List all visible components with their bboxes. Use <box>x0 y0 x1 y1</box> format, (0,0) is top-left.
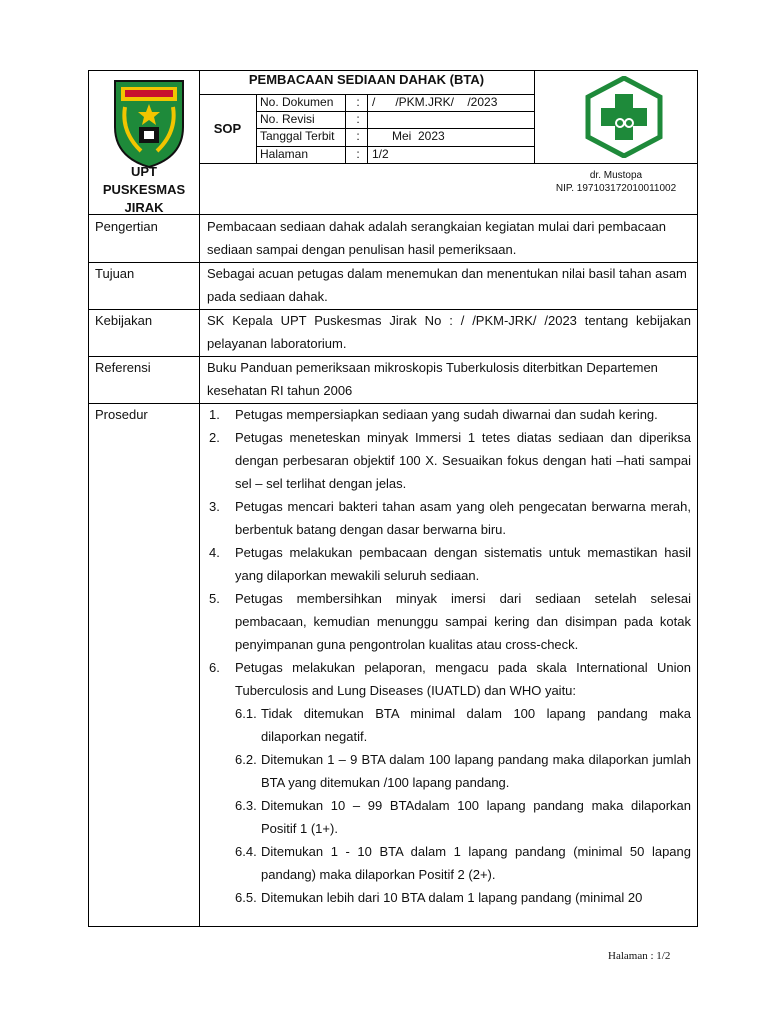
signatory-name: dr. Mustopa <box>589 170 643 181</box>
step-number: 6. <box>209 660 220 675</box>
substep-text: Ditemukan 1 - 10 BTA dalam 1 lapang pandang (minimal 50 lapang pandang) maka dilaporkan Positif 2 (2+). <box>261 844 691 882</box>
substep-text: Ditemukan lebih dari 10 BTA dalam 1 lapang pandang (minimal 20 <box>261 890 643 905</box>
meta-row-page <box>256 146 534 163</box>
meta-row-issue-date <box>256 128 534 145</box>
sop-label: SOP <box>213 121 242 136</box>
header-table <box>88 70 698 215</box>
procedure-substep <box>207 702 691 748</box>
org-line-2: PUSKESMAS <box>102 182 186 197</box>
meta-separator: : <box>356 112 360 126</box>
step-number: 2. <box>209 430 220 445</box>
procedure-substep <box>207 794 691 840</box>
meta-value: Mei 2023 <box>372 129 445 143</box>
substep-number: 6.2. <box>235 752 257 767</box>
section-label: Tujuan <box>95 266 135 281</box>
step-text: Petugas mempersiapkan sediaan yang sudah diwarnai dan sudah kering. <box>235 407 658 422</box>
meta-separator: : <box>356 129 360 143</box>
organization-name <box>89 163 199 217</box>
meta-value: 1/2 <box>372 147 389 161</box>
section-label: Kebijakan <box>95 313 153 328</box>
org-line-1: UPT <box>131 164 157 179</box>
meta-key: Halaman <box>260 147 309 161</box>
section-text: Sebagai acuan petugas dalam menemukan dan menentukan nilai basil tahan asam pada sediaan dahak. <box>207 266 687 304</box>
section-text: Pembacaan sediaan dahak adalah serangkaian kegiatan mulai dari pembacaan sediaan sampai dengan penulisan hasil pemeriksaan. <box>207 219 666 257</box>
signatory-nip: NIP. 197103172010011002 <box>555 183 677 194</box>
procedure-step <box>207 495 691 541</box>
meta-key: No. Dokumen <box>260 95 334 109</box>
meta-value: / /PKM.JRK/ /2023 <box>372 95 498 109</box>
step-number: 1. <box>209 407 220 422</box>
step-text: Petugas melakukan pelaporan, mengacu pada skala International Union Tuberculosis and Lung Diseases (IUATLD) dan WHO yaitu: <box>235 660 691 698</box>
org-line-3: JIRAK <box>124 200 164 215</box>
meta-key: Tanggal Terbit <box>260 129 335 143</box>
meta-row-revision <box>256 111 534 128</box>
divider <box>534 71 535 164</box>
procedure-step <box>207 403 691 426</box>
step-text: Petugas meneteskan minyak Immersi 1 tetes diatas sediaan dan diperiksa dengan perbesaran objektif 100 X. Sesuaikan fokus dengan hati –hati sampai sel – sel terlihat dengan jelas. <box>235 430 691 491</box>
section-prosedur <box>89 403 697 925</box>
substep-text: Ditemukan 10 – 99 BTAdalam 100 lapang pandang maka dilaporkan Positif 1 (1+). <box>261 798 691 836</box>
procedure-step <box>207 426 691 495</box>
procedure-step <box>207 541 691 587</box>
procedure-substep <box>207 886 691 909</box>
substep-number: 6.3. <box>235 798 257 813</box>
step-text: Petugas mencari bakteri tahan asam yang oleh pengecatan berwarna merah, berbentuk batang dengan dasar berwarna biru. <box>235 499 691 537</box>
document-title: PEMBACAAN SEDIAAN DAHAK (BTA) <box>248 72 485 87</box>
step-number: 3. <box>209 499 220 514</box>
procedure-step <box>207 656 691 702</box>
content-table <box>88 215 698 927</box>
section-label: Referensi <box>95 360 151 375</box>
meta-separator: : <box>356 147 360 161</box>
signatory-block <box>534 163 698 195</box>
substep-number: 6.5. <box>235 890 257 905</box>
substep-text: Ditemukan 1 – 9 BTA dalam 100 lapang pandang maka dilaporkan jumlah BTA yang ditemukan /100 lapang pandang. <box>261 752 691 790</box>
meta-row-document-number <box>256 94 534 111</box>
procedure-step <box>207 587 691 656</box>
meta-key: No. Revisi <box>260 112 315 126</box>
meta-separator: : <box>356 95 360 109</box>
procedure-substep <box>207 748 691 794</box>
puskesmas-logo <box>584 76 664 158</box>
section-text: Buku Panduan pemeriksaan mikroskopis Tuberkulosis diterbitkan Departemen kesehatan RI tahun 2006 <box>207 360 658 398</box>
step-text: Petugas melakukan pembacaan dengan sistematis untuk memastikan hasil yang dilaporkan mewakili seluruh sediaan. <box>235 545 691 583</box>
procedure-list <box>207 403 691 909</box>
section-text: SK Kepala UPT Puskesmas Jirak No : / /PKM-JRK/ /2023 tentang kebijakan pelayanan laboratorium. <box>207 313 691 351</box>
section-label: Prosedur <box>95 407 148 422</box>
step-number: 5. <box>209 591 220 606</box>
page-footer: Halaman : 1/2 <box>608 950 671 962</box>
substep-number: 6.1. <box>235 706 257 721</box>
regency-emblem-logo <box>111 77 187 169</box>
step-number: 4. <box>209 545 220 560</box>
step-text: Petugas membersihkan minyak imersi dari sediaan setelah selesai pembacaan, kemudian menunggu sampai kering dan disimpan pada kotak penyimpanan guna pengontrolan kualitas atau cross-check. <box>235 591 691 652</box>
substep-number: 6.4. <box>235 844 257 859</box>
substep-text: Tidak ditemukan BTA minimal dalam 100 lapang pandang maka dilaporkan negatif. <box>261 706 691 744</box>
section-label: Pengertian <box>95 219 158 234</box>
procedure-substep <box>207 840 691 886</box>
